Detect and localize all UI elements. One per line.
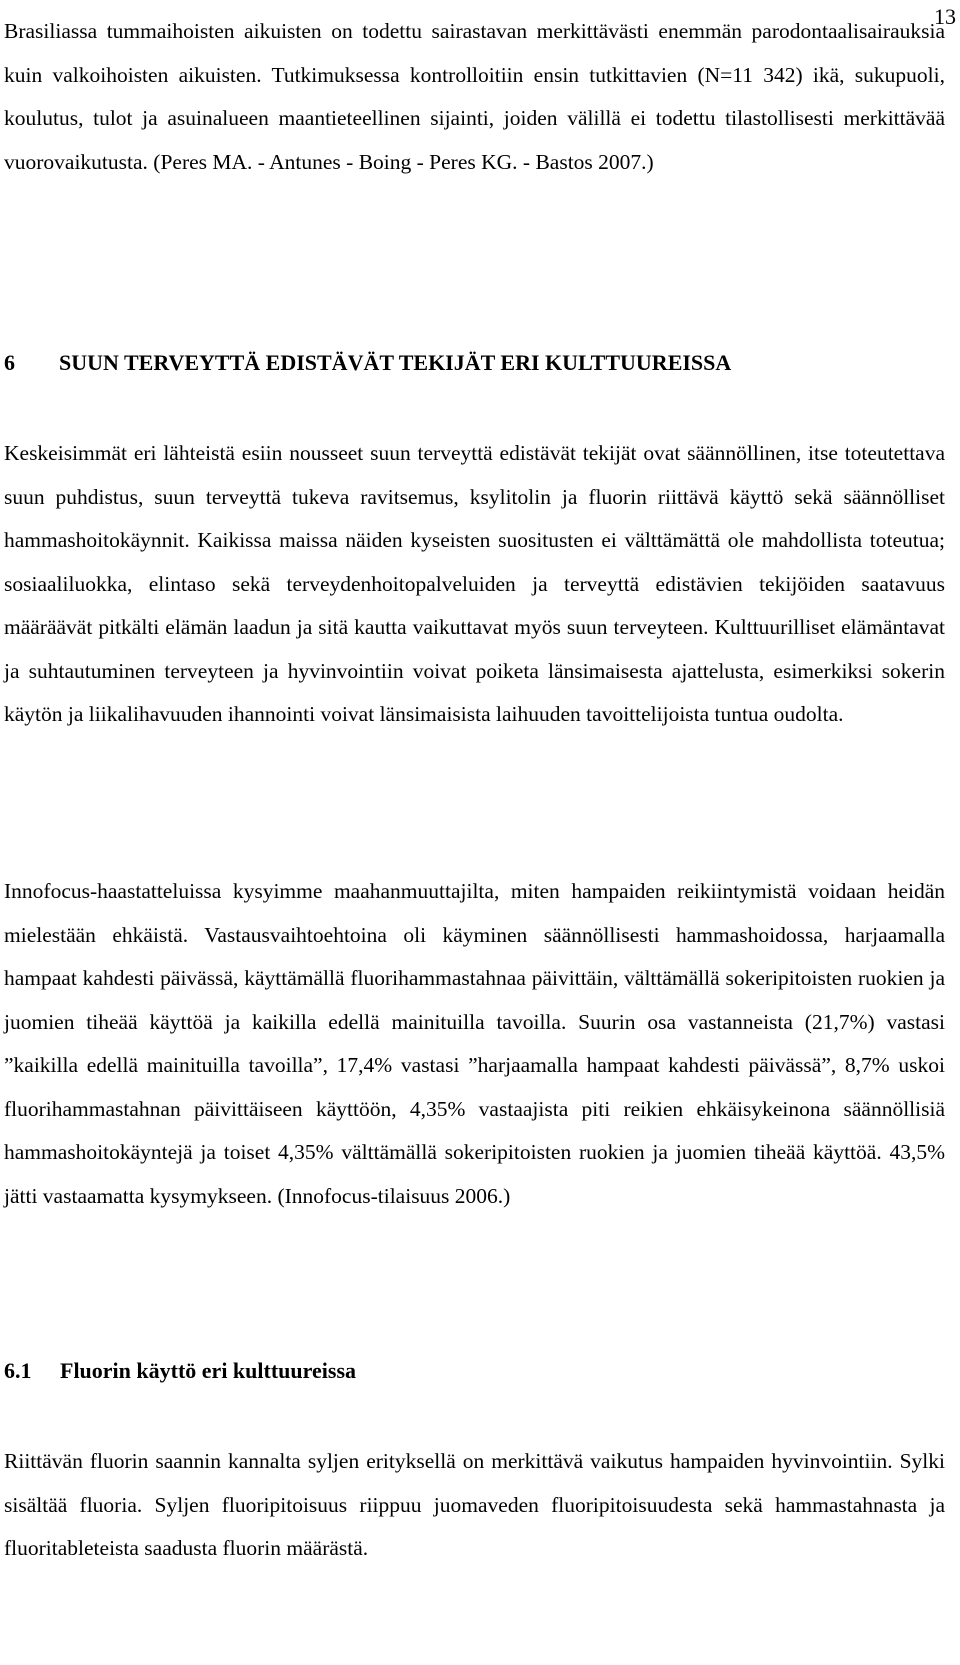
paragraph-brazil-study: Brasiliassa tummaihoisten aikuisten on todettu sairastavan merkittävästi enemmän parodontaalisairauksia kuin valkoihoisten aikuisten. Tutkimuksessa kontrolloitiin ensin tutkittavien (N=11 342) ikä, sukupuoli, koulutus, tulot ja asuinalueen maantieteellinen sijainti, joiden välillä ei todettu tilastollisesti merkittävää vuorovaikutusta. (Peres MA. - Antunes - Boing - Peres KG. - Bastos 2007.) — [4, 19, 945, 174]
section-heading-6 — [4, 350, 731, 376]
paragraph-fluoride-saliva: Riittävän fluorin saannin kannalta syljen erityksellä on merkittävä vaikutus hampaiden hyvinvointiin. Sylki sisältää fluoria. Syljen fluoripitoisuus riippuu juomaveden fluoripitoisuudesta sekä hammastahnasta ja fluoritableteista saadusta fluorin määrästä. — [4, 1449, 945, 1560]
section-number: 6 — [4, 350, 15, 375]
subsection-heading-6-1 — [4, 1358, 356, 1384]
section-title: SUUN TERVEYTTÄ EDISTÄVÄT TEKIJÄT ERI KULTTUUREISSA — [59, 350, 732, 375]
page-number: 13 — [934, 4, 956, 29]
paragraph-innofocus-interviews: Innofocus-haastatteluissa kysyimme maahanmuuttajilta, miten hampaiden reikiintymistä voidaan heidän mielestään ehkäistä. Vastausvaihtoehtoina oli käyminen säännöllisesti hammashoidossa, harjaamalla hampaat kahdesti päivässä, käyttämällä fluorihammastahnaa päivittäin, välttämällä sokeripitoisten ruokien ja juomien tiheää käyttöä ja kaikilla edellä mainituilla tavoilla. Suurin osa vastanneista (21,7%) vastasi ”kaikilla edellä mainituilla tavoilla”, 17,4% vastasi ”harjaamalla hampaat kahdesti päivässä”, 8,7% uskoi fluorihammastahnan päivittäiseen käyttöön, 4,35% vastaajista piti reikien ehkäisykeinona säännöllisiä hammashoitokäyntejä ja toiset 4,35% välttämällä sokeripitoisten ruokien ja juomien tiheää käyttöä. 43,5% jätti vastaamatta kysymykseen. (Innofocus-tilaisuus 2006.) — [4, 879, 945, 1208]
paragraph-oral-health-factors: Keskeisimmät eri lähteistä esiin nousseet suun terveyttä edistävät tekijät ovat säännöllinen, itse toteutettava suun puhdistus, suun terveyttä tukeva ravitsemus, ksylitolin ja fluorin riittävä käyttö sekä säännölliset hammashoitokäynnit. Kaikissa maissa näiden kyseisten suositusten ei välttämättä ole mahdollista toteutua; sosiaaliluokka, elintaso sekä terveydenhoitopalveluiden ja terveyttä edistävien tekijöiden saatavuus määräävät pitkälti elämän laadun ja sitä kautta vaikuttavat myös suun terveyteen. Kulttuurilliset elämäntavat ja suhtautuminen terveyteen ja hyvinvointiin voivat poiketa länsimaisesta ajattelusta, esimerkiksi sokerin käytön ja liikalihavuuden ihannointi voivat länsimaisista laihuuden tavoittelijoista tuntua oudolta. — [4, 441, 945, 726]
subsection-number: 6.1 — [4, 1358, 32, 1383]
subsection-title: Fluorin käyttö eri kulttuureissa — [60, 1358, 357, 1383]
